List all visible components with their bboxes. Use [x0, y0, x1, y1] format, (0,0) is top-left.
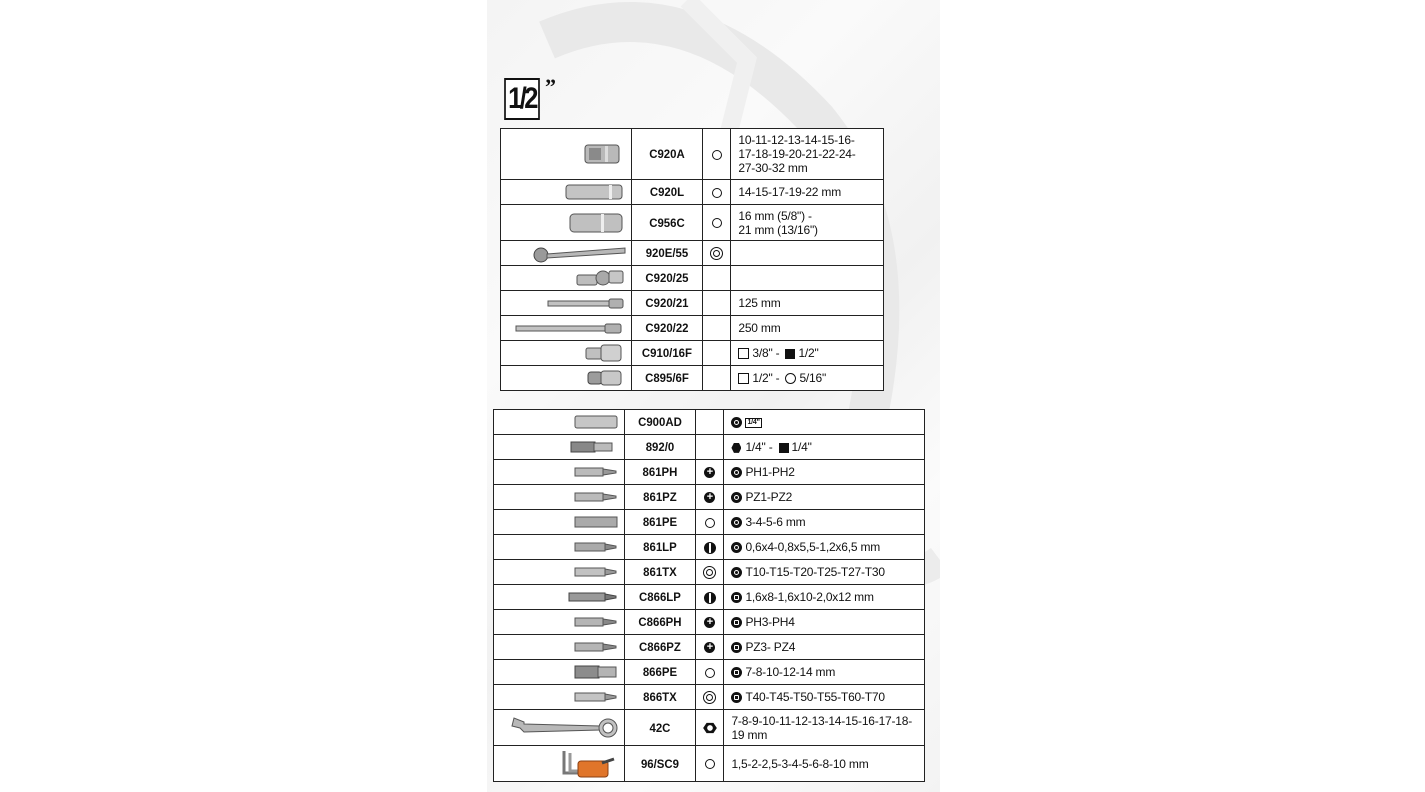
wrench-profile-icon	[703, 722, 717, 734]
table-row	[501, 366, 884, 391]
bit-drive-icon	[731, 492, 742, 503]
bit-icon	[574, 565, 618, 579]
square-drive-filled-icon	[785, 349, 795, 359]
inch-mark: ”	[545, 74, 556, 99]
drive-to: 1/4"	[791, 440, 812, 454]
item-code: 861PE	[626, 510, 694, 535]
long-socket-icon	[565, 182, 625, 202]
bit-icon	[574, 540, 618, 554]
table-row	[501, 316, 884, 341]
socket-icon	[583, 140, 623, 168]
item-code: 866TX	[626, 685, 694, 710]
size-description: 14-15-17-19-22 mm	[731, 180, 884, 205]
size-line: 17-18-19-20-21-22-24-	[738, 147, 856, 161]
bit-adapter-icon	[587, 368, 625, 388]
size-line: 16 mm (5/8") -	[738, 208, 812, 223]
hex-profile-icon	[705, 668, 715, 678]
hex-drive-open-icon	[785, 373, 796, 384]
item-code: C866LP	[626, 585, 694, 610]
bit-icon	[574, 490, 618, 504]
size-description: 0,6x4-0,8x5,5-1,2x6,5 mm	[745, 540, 881, 554]
bit-drive-icon	[731, 617, 742, 628]
table-row	[494, 585, 925, 610]
size-description: PZ1-PZ2	[745, 490, 793, 504]
bit-drive-icon	[731, 517, 742, 528]
torx-icon	[703, 691, 716, 704]
drive-from: 1/4" -	[745, 440, 773, 454]
bit-drive-icon	[731, 592, 742, 603]
pozidriv-icon: +	[704, 642, 715, 653]
table-row	[494, 460, 925, 485]
bit-drive-icon	[731, 467, 742, 478]
bit-drive-icon	[731, 692, 742, 703]
item-code: C920/25	[633, 266, 701, 291]
size-description: PZ3- PZ4	[745, 640, 796, 654]
size-description: 1,6x8-1,6x10-2,0x12 mm	[745, 590, 874, 604]
torx-icon	[703, 566, 716, 579]
item-code: C920/21	[633, 291, 701, 316]
reducer-adapter-icon	[585, 343, 625, 363]
bit-holder-icon	[574, 414, 620, 430]
hex-profile-icon	[712, 188, 722, 198]
item-code: 866PE	[626, 660, 694, 685]
hex-drive-icon	[731, 443, 741, 453]
size-line: 19 mm	[731, 727, 768, 742]
spark-plug-socket-icon	[569, 211, 625, 235]
bit-icon	[574, 465, 618, 479]
item-code: C866PZ	[626, 635, 694, 660]
item-code: C920L	[633, 180, 701, 205]
bit-icon	[574, 690, 618, 704]
table-row	[494, 746, 925, 782]
size-description: 3-4-5-6 mm	[745, 515, 806, 529]
hex-profile-icon	[705, 759, 715, 769]
drive-to: 5/16"	[799, 371, 827, 385]
table-row	[501, 341, 884, 366]
table-row	[494, 510, 925, 535]
table-row	[494, 560, 925, 585]
table-row	[494, 610, 925, 635]
hex-profile-icon	[705, 518, 715, 528]
bit-drive-icon	[731, 567, 742, 578]
phillips-icon: +	[704, 617, 715, 628]
bit-drive-icon	[731, 542, 742, 553]
table-row	[501, 291, 884, 316]
size-line: 7-8-9-10-11-12-13-14-15-16-17-18-	[731, 713, 913, 728]
bits-table	[493, 409, 925, 782]
table-row	[494, 535, 925, 560]
size-description: 1,5-2-2,5-3-4-5-6-8-10 mm	[724, 746, 925, 782]
slotted-icon	[704, 542, 716, 554]
hex-profile-icon	[712, 150, 722, 160]
drive-from: 3/8" -	[752, 346, 780, 360]
item-code: 861TX	[626, 560, 694, 585]
table-row	[494, 435, 925, 460]
table-row	[494, 685, 925, 710]
table-row	[494, 660, 925, 685]
item-code: C920/22	[633, 316, 701, 341]
table-row	[494, 485, 925, 510]
extension-bar-icon	[515, 322, 625, 334]
table-row	[501, 241, 884, 266]
drive-size-fraction: 1/2	[504, 78, 540, 120]
size-description: 250 mm	[731, 316, 884, 341]
item-code: C920A	[633, 129, 701, 180]
item-code: C895/6F	[633, 366, 701, 391]
bit-icon	[574, 664, 618, 680]
size-line: 27-30-32 mm	[738, 161, 808, 175]
hex-key-set-icon	[558, 747, 618, 781]
table-row	[494, 410, 925, 435]
item-code: 861PZ	[626, 485, 694, 510]
size-description: PH1-PH2	[745, 465, 795, 479]
drive-to: 1/2"	[798, 346, 819, 360]
size-description: T40-T45-T50-T55-T60-T70	[745, 690, 885, 704]
item-code: 920E/55	[633, 241, 701, 266]
bit-adapter-icon	[570, 439, 616, 455]
ratchet-profile-icon	[710, 247, 723, 260]
item-code: 861LP	[626, 535, 694, 560]
size-description: PH3-PH4	[745, 615, 795, 629]
item-code: 42C	[626, 710, 694, 746]
ratchet-icon	[531, 242, 627, 264]
square-drive-open-icon	[738, 348, 749, 359]
item-code: C956C	[633, 205, 701, 241]
hex-size-badge: 1/4"	[747, 418, 760, 426]
item-code: C900AD	[626, 410, 694, 435]
table-row	[494, 710, 925, 746]
bit-drive-icon	[731, 417, 742, 428]
pozidriv-icon: +	[704, 492, 715, 503]
table-row	[501, 129, 884, 180]
size-description: 125 mm	[731, 291, 884, 316]
hex-profile-icon	[712, 218, 722, 228]
size-description: 7-8-10-12-14 mm	[745, 665, 836, 679]
tool-image-cell	[501, 129, 632, 180]
table-row	[494, 635, 925, 660]
universal-joint-icon	[575, 267, 625, 289]
combination-wrench-icon	[510, 716, 620, 740]
bit-drive-icon	[731, 642, 742, 653]
item-code: 96/SC9	[626, 746, 694, 782]
extension-bar-icon	[547, 297, 625, 309]
bit-icon	[574, 640, 618, 654]
size-line: 10-11-12-13-14-15-16-	[738, 133, 855, 147]
item-code: C910/16F	[633, 341, 701, 366]
item-code: 892/0	[626, 435, 694, 460]
slotted-icon	[704, 592, 716, 604]
table-row	[501, 180, 884, 205]
item-code: C866PH	[626, 610, 694, 635]
bit-icon	[574, 515, 618, 529]
item-code: 861PH	[626, 460, 694, 485]
square-drive-filled-icon	[779, 443, 789, 453]
long-bit-icon	[568, 590, 618, 604]
size-line: 21 mm (13/16")	[738, 222, 818, 237]
table-row	[501, 266, 884, 291]
drive-from: 1/2" -	[752, 371, 780, 385]
size-description: T10-T15-T20-T25-T27-T30	[745, 565, 885, 579]
sockets-table	[500, 128, 884, 391]
bit-drive-icon	[731, 667, 742, 678]
phillips-icon: +	[704, 467, 715, 478]
bit-icon	[574, 615, 618, 629]
table-row	[501, 205, 884, 241]
square-drive-open-icon	[738, 373, 749, 384]
